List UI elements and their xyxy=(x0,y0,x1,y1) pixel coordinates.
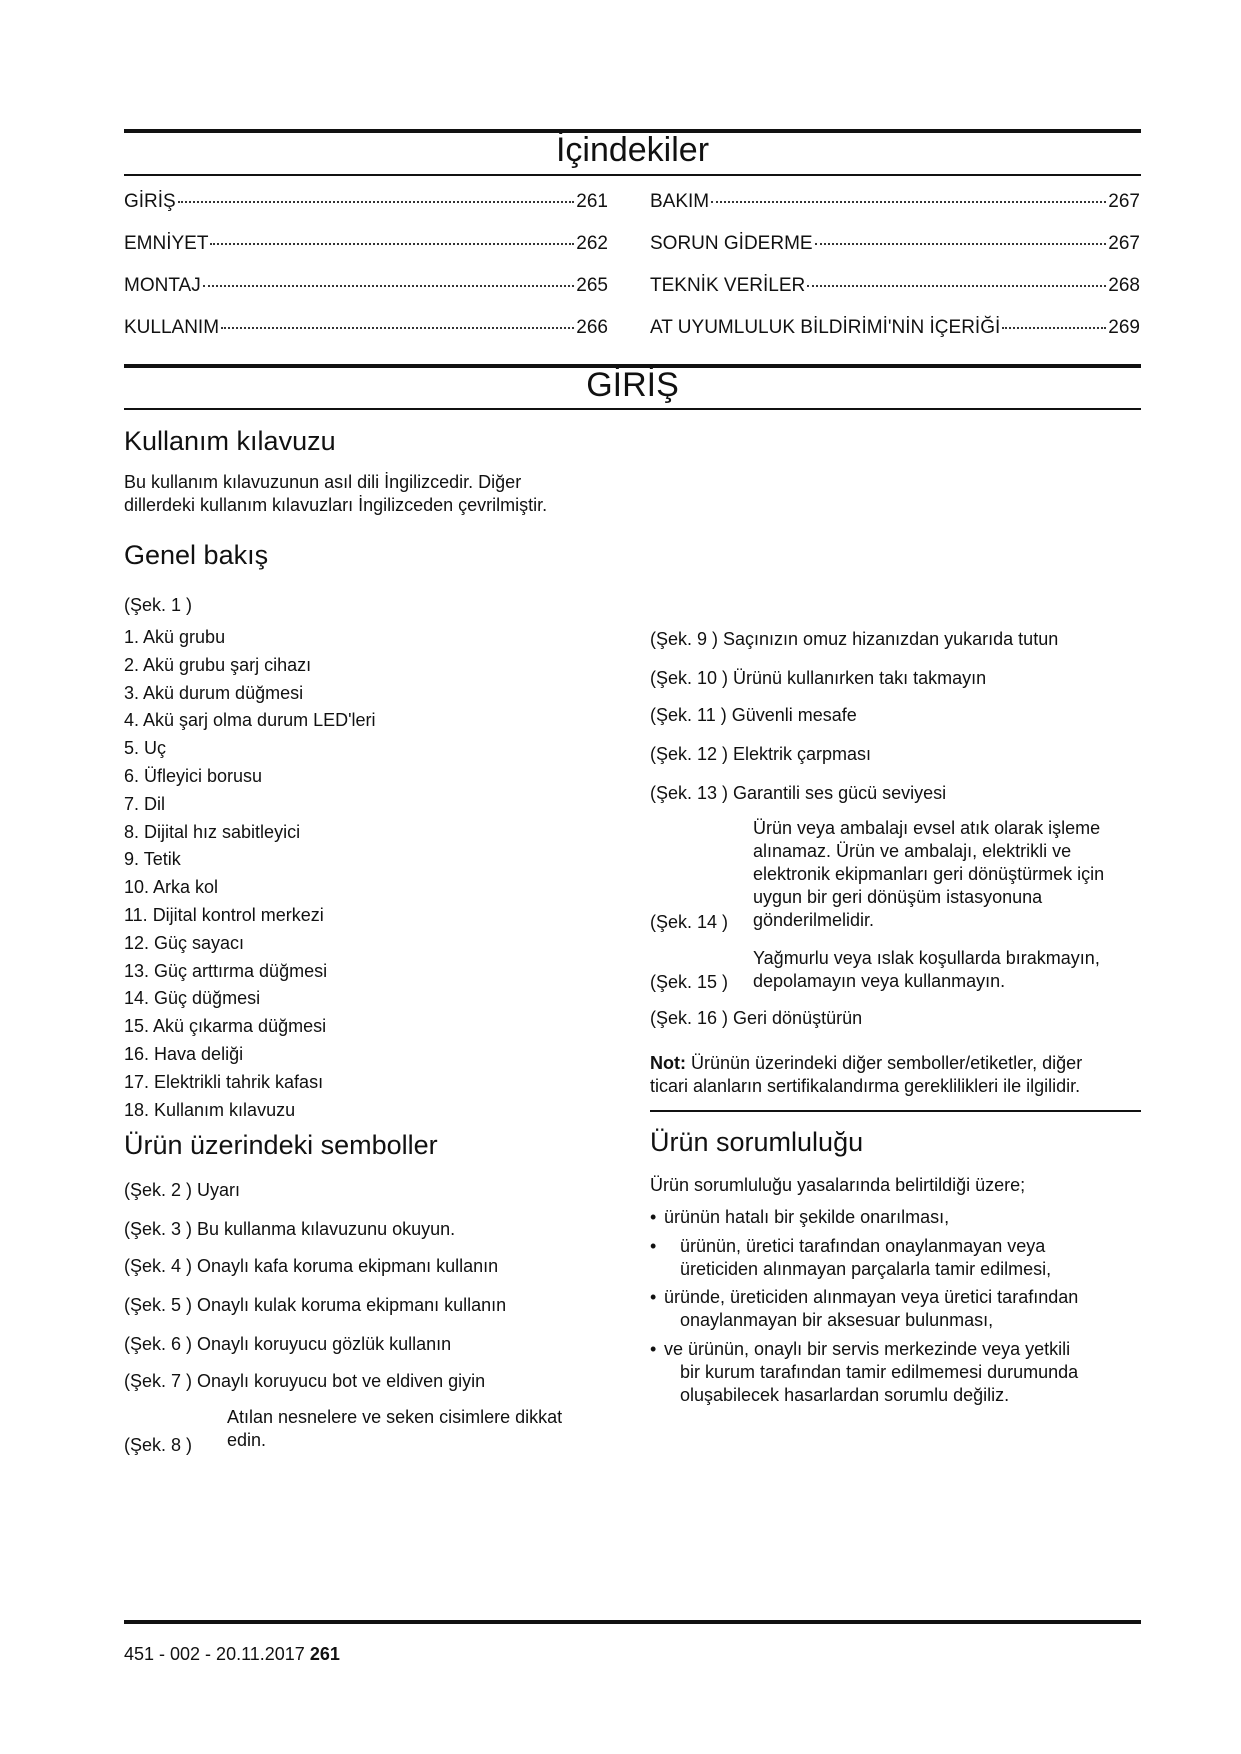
footer xyxy=(124,1644,340,1665)
list-item: 18. Kullanım kılavuzu xyxy=(124,1099,296,1120)
symbol-item-fig8: (Şek. 8 ) Atılan nesnelere ve seken cisimlere dikkat edin. xyxy=(124,1407,563,1455)
list-item: • ürünün hatalı bir şekilde onarılması, xyxy=(650,1207,950,1227)
overview-figure-ref: (Şek. 1 ) xyxy=(124,595,193,615)
symbol-item: (Şek. 12 ) Elektrik çarpması xyxy=(650,744,872,764)
symbol-item: (Şek. 6 ) Onaylı koruyucu gözlük kullanın xyxy=(124,1334,452,1354)
symbol-item: (Şek. 7 ) Onaylı koruyucu bot ve eldiven giyin xyxy=(124,1371,486,1391)
symbols-heading: Ürün üzerindeki semboller xyxy=(124,1130,438,1160)
symbol-item: (Şek. 2 ) Uyarı xyxy=(124,1180,241,1200)
list-item: 12. Güç sayacı xyxy=(124,932,245,953)
note: Not: Ürünün üzerindeki diğer semboller/etiketler, diğer ticari alanların sertifikalandırma gereklilikleri ile ilgilidir. xyxy=(650,1053,1083,1096)
symbol-item: (Şek. 9 ) Saçınızın omuz hizanızdan yukarıda tutun xyxy=(650,629,1059,649)
list-item: 4. Akü şarj olma durum LED'leri xyxy=(124,710,376,731)
list-item: 10. Arka kol xyxy=(124,877,219,898)
symbol-item: (Şek. 5 ) Onaylı kulak koruma ekipmanı kullanın xyxy=(124,1295,507,1315)
bullet-mark: • xyxy=(650,1207,657,1227)
list-item: 8. Dijital hız sabitleyici xyxy=(124,821,301,842)
manual-text: Bu kullanım kılavuzunun asıl dili İngilizcedir. Diğer dillerdeki kullanım kılavuzları İngilizceden çevrilmiştir. xyxy=(124,472,548,515)
list-item: 3. Akü durum düğmesi xyxy=(124,682,304,703)
list-item: 17. Elektrikli tahrik kafası xyxy=(124,1071,324,1092)
list-item: • üründe, üreticiden alınmayan veya üretici tarafından onaylanmayan bir aksesuar bulunması, xyxy=(650,1287,1079,1330)
toc-entry[interactable]: GİRİŞ 261 xyxy=(124,191,608,212)
list-item: 14. Güç düğmesi xyxy=(124,988,261,1009)
toc-entry[interactable]: KULLANIM 266 xyxy=(124,317,608,338)
note-label: Not: xyxy=(650,1053,686,1073)
footer-rule xyxy=(124,1620,1141,1624)
toc-entry[interactable]: AT UYUMLULUK BİLDİRİMİ'NİN İÇERİĞİ 269 xyxy=(650,317,1140,338)
symbol-item: (Şek. 13 ) Garantili ses gücü seviyesi xyxy=(650,783,947,803)
footer-doc-id: 451 - 002 - 20.11.2017 xyxy=(124,1644,305,1664)
bullet-mark: • xyxy=(650,1287,657,1307)
list-item: 13. Güç arttırma düğmesi xyxy=(124,960,328,981)
list-item: • ve ürünün, onaylı bir servis merkezinde veya yetkili bir kurum tarafından tamir edilmemesi durumunda oluşabilecek hasarlardan sorumlu değiliz. xyxy=(650,1339,1079,1405)
bullet-mark: • xyxy=(650,1339,657,1359)
bullet-mark: • xyxy=(650,1236,657,1256)
symbol-item-fig14: (Şek. 14 ) Ürün veya ambalajı evsel atık olarak işleme alınamaz. Ürün ve ambalajı, elektrikli ve elektronik ekipmanları geri dönüştürmek için uygun bir geri dönüşüm istasyonuna gönderilmelidir. xyxy=(650,818,1105,932)
toc-entry[interactable]: TEKNİK VERİLER 268 xyxy=(650,275,1140,296)
list-item: 15. Akü çıkarma düğmesi xyxy=(124,1016,327,1037)
list-item: 9. Tetik xyxy=(124,849,181,870)
toc-title: İçindekiler xyxy=(555,131,710,169)
liability-intro: Ürün sorumluluğu yasalarında belirtildiği üzere; xyxy=(650,1175,1026,1195)
list-item: • ürünün, üretici tarafından onaylanmayan veya üreticiden alınmayan parçalarla tamir edilmesi, xyxy=(650,1236,1052,1279)
list-item: 5. Uç xyxy=(124,738,167,759)
section-rule-bottom xyxy=(124,408,1141,410)
list-item: 2. Akü grubu şarj cihazı xyxy=(124,654,312,675)
list-item: 11. Dijital kontrol merkezi xyxy=(124,904,324,925)
section-title: GİRİŞ xyxy=(586,366,679,404)
list-item: 6. Üfleyici borusu xyxy=(124,765,263,786)
toc-entry[interactable]: SORUN GİDERME 267 xyxy=(650,233,1140,254)
symbol-item: (Şek. 16 ) Geri dönüştürün xyxy=(650,1008,863,1028)
overview-heading: Genel bakış xyxy=(124,540,269,570)
symbol-item: (Şek. 10 ) Ürünü kullanırken takı takmayın xyxy=(650,668,987,688)
toc-rule xyxy=(124,174,1141,176)
toc-entry[interactable]: EMNİYET 262 xyxy=(124,233,608,254)
toc-entry[interactable]: MONTAJ 265 xyxy=(124,275,608,296)
symbol-item-fig15: (Şek. 15 ) Yağmurlu veya ıslak koşullarda bırakmayın, depolamayın veya kullanmayın. xyxy=(650,948,1100,992)
manual-heading: Kullanım kılavuzu xyxy=(124,426,336,456)
overview-list xyxy=(124,624,376,1124)
note-rule xyxy=(650,1110,1141,1112)
symbol-item: (Şek. 11 ) Güvenli mesafe xyxy=(650,705,857,725)
list-item: 7. Dil xyxy=(124,793,166,814)
symbol-item: (Şek. 4 ) Onaylı kafa koruma ekipmanı kullanın xyxy=(124,1256,499,1276)
symbol-item: (Şek. 3 ) Bu kullanma kılavuzunu okuyun. xyxy=(124,1219,456,1239)
toc-entry[interactable]: BAKIM 267 xyxy=(650,191,1140,212)
list-item: 16. Hava deliği xyxy=(124,1043,244,1064)
list-item: 1. Akü grubu xyxy=(124,627,226,647)
footer-page-number: 261 xyxy=(309,1644,340,1664)
liability-heading: Ürün sorumluluğu xyxy=(650,1127,864,1157)
